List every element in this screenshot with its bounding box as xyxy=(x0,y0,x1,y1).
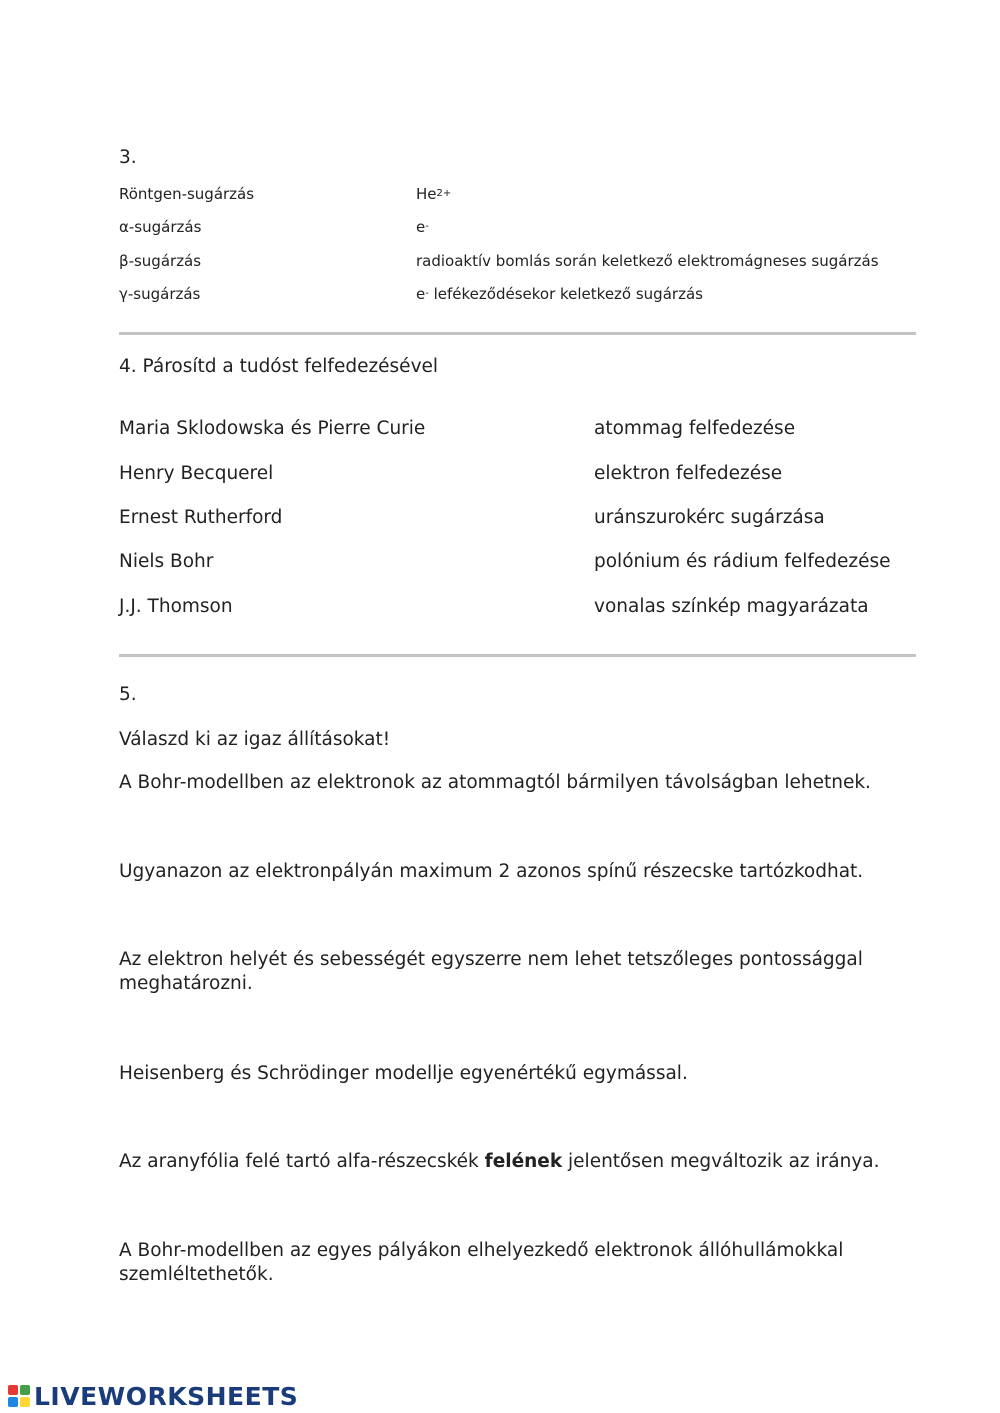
discovery-item[interactable]: elektron felfedezése xyxy=(594,463,783,484)
scientist-item[interactable]: Niels Bohr xyxy=(119,551,214,572)
true-false-statement[interactable]: A Bohr-modellben az elektronok az atommagtól bármilyen távolságban lehetnek. xyxy=(119,772,871,793)
scientist-item[interactable]: Maria Sklodowska és Pierre Curie xyxy=(119,418,426,439)
section-4-title: 4. Párosítd a tudóst felfedezésével xyxy=(119,356,439,377)
liveworksheets-logo xyxy=(8,1379,298,1413)
section-5-instruction: Válaszd ki az igaz állításokat! xyxy=(119,729,391,750)
logo-block xyxy=(8,1385,18,1395)
radiation-match-braking[interactable]: e- lefékeződésekor keletkező sugárzás xyxy=(416,285,703,303)
section-5-number: 5. xyxy=(119,684,137,705)
scientist-item[interactable]: Henry Becquerel xyxy=(119,463,274,484)
radiation-type-gamma: γ-sugárzás xyxy=(119,285,201,303)
logo-block xyxy=(8,1397,18,1407)
true-false-statement[interactable]: Az elektron helyét és sebességét egyszerre nem lehet tetszőleges pontossággal meghatározni. xyxy=(119,949,863,994)
logo-blocks-icon xyxy=(8,1385,30,1407)
radiation-type-xray: Röntgen-sugárzás xyxy=(119,185,255,203)
true-false-statement[interactable]: A Bohr-modellben az egyes pályákon elhelyezkedő elektronok állóhullámokkal szemléltethetők. xyxy=(119,1240,844,1285)
radiation-type-beta: β-sugárzás xyxy=(119,252,202,270)
section-divider xyxy=(119,654,916,657)
logo-text: LIVEWORKSHEETS xyxy=(34,1381,299,1411)
section-divider xyxy=(119,332,916,335)
section-3-number: 3. xyxy=(119,147,137,168)
radiation-match-he2plus[interactable]: $He^{2+}$ xyxy=(416,185,452,203)
true-false-statement[interactable]: Az aranyfólia felé tartó alfa-részecskék felének jelentősen megváltozik az iránya. xyxy=(119,1151,880,1172)
discovery-item[interactable]: atommag felfedezése xyxy=(594,418,796,439)
discovery-item[interactable]: uránszurokérc sugárzása xyxy=(594,507,825,528)
discovery-item[interactable]: vonalas színkép magyarázata xyxy=(594,596,869,617)
scientist-item[interactable]: J.J. Thomson xyxy=(119,596,233,617)
scientist-item[interactable]: Ernest Rutherford xyxy=(119,507,283,528)
logo-block xyxy=(20,1385,30,1395)
discovery-item[interactable]: polónium és rádium felfedezése xyxy=(594,551,891,572)
radiation-match-electron[interactable]: e- xyxy=(416,218,429,236)
radiation-type-alpha: α-sugárzás xyxy=(119,218,202,236)
radiation-match-em-radiation[interactable]: radioaktív bomlás során keletkező elektromágneses sugárzás xyxy=(416,252,879,270)
true-false-statement[interactable]: Ugyanazon az elektronpályán maximum 2 azonos spínű részecske tartózkodhat. xyxy=(119,861,864,882)
true-false-statement[interactable]: Heisenberg és Schrödinger modellje egyenértékű egymással. xyxy=(119,1063,688,1084)
logo-block xyxy=(20,1397,30,1407)
